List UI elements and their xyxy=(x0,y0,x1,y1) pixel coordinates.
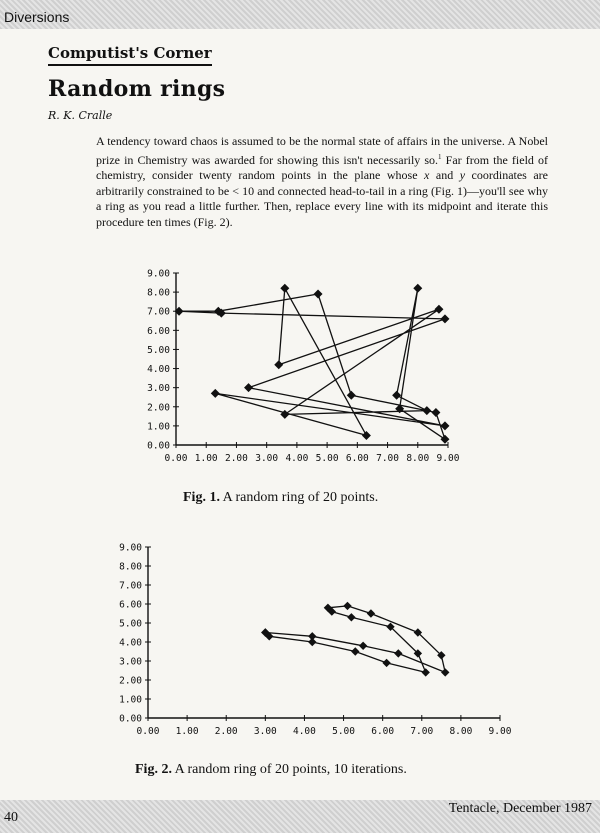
data-point xyxy=(347,391,356,400)
figure-2-caption xyxy=(135,762,407,778)
data-point xyxy=(274,360,283,369)
figure-2-chart xyxy=(0,536,600,746)
article-paragraph xyxy=(96,134,548,231)
y-tick-label: 2.00 xyxy=(147,402,170,414)
page-number: 40 xyxy=(4,810,18,825)
data-point xyxy=(280,284,289,293)
data-point xyxy=(413,284,422,293)
x-tick-label: 8.00 xyxy=(406,453,430,464)
x-tick-label: 1.00 xyxy=(194,453,218,464)
x-tick-label: 2.00 xyxy=(224,453,248,464)
article-title: Random rings xyxy=(48,76,226,102)
x-tick-label: 3.00 xyxy=(255,453,279,464)
data-point xyxy=(362,431,371,440)
column-title: Computist's Corner xyxy=(48,44,212,66)
x-tick-label: 4.00 xyxy=(285,453,309,464)
article-author: R. K. Cralle xyxy=(48,109,113,122)
x-tick-label: 8.00 xyxy=(449,726,473,737)
section-label: Diversions xyxy=(4,9,70,25)
data-point xyxy=(434,305,443,314)
x-tick-label: 9.00 xyxy=(488,726,512,737)
data-point xyxy=(343,602,351,610)
paragraph-text: and xyxy=(429,168,460,183)
y-tick-label: 5.00 xyxy=(119,618,142,630)
x-tick-label: 2.00 xyxy=(214,726,238,737)
figure-1-label: Fig. 1. xyxy=(183,490,220,505)
figure-2-text: A random ring of 20 points, 10 iterations. xyxy=(171,762,407,777)
figure-1-caption xyxy=(183,490,378,506)
y-tick-label: 7.00 xyxy=(147,306,170,318)
x-tick-label: 4.00 xyxy=(292,726,316,737)
y-tick-label: 4.00 xyxy=(147,364,170,376)
data-point xyxy=(382,659,390,667)
x-tick-label: 0.00 xyxy=(136,726,160,737)
footnote-marker[interactable]: 1 xyxy=(438,152,442,161)
paragraph-text: coordinates are arbitrarily constrained to be < 10 and connected head-to-tail in a ring (Fig. 1)—you'll see why a ring as you read a little further. Then, replace every line with its midpoint and iterate this procedure ten times (Fig. 2). xyxy=(96,168,548,229)
y-tick-label: 6.00 xyxy=(147,325,170,337)
paragraph-text: Far from the field of chemistry, consider twenty random points in the plane whose xyxy=(96,152,548,183)
x-tick-label: 1.00 xyxy=(175,726,199,737)
y-tick-label: 5.00 xyxy=(147,344,170,356)
x-tick-label: 0.00 xyxy=(164,453,188,464)
publication-info: Tentacle, December 1987 xyxy=(448,801,592,816)
figure-1-text: A random ring of 20 points. xyxy=(219,490,379,505)
data-point xyxy=(421,668,429,676)
data-point xyxy=(244,383,253,392)
y-tick-label: 1.00 xyxy=(147,421,170,433)
y-tick-label: 3.00 xyxy=(119,656,142,668)
y-tick-label: 9.00 xyxy=(119,542,142,554)
y-tick-label: 8.00 xyxy=(147,287,170,299)
data-point xyxy=(347,613,355,621)
y-tick-label: 3.00 xyxy=(147,383,170,395)
data-point xyxy=(441,668,449,676)
x-tick-label: 7.00 xyxy=(376,453,400,464)
data-point xyxy=(392,391,401,400)
y-tick-label: 0.00 xyxy=(147,440,170,452)
data-point xyxy=(440,314,449,323)
y-tick-label: 7.00 xyxy=(119,580,142,592)
x-tick-label: 6.00 xyxy=(345,453,369,464)
y-tick-label: 0.00 xyxy=(119,713,142,725)
x-tick-label: 3.00 xyxy=(253,726,277,737)
y-tick-label: 1.00 xyxy=(119,694,142,706)
y-tick-label: 8.00 xyxy=(119,561,142,573)
data-point xyxy=(422,406,431,415)
data-point xyxy=(211,389,220,398)
series-line xyxy=(265,606,445,673)
y-tick-label: 2.00 xyxy=(119,675,142,687)
y-tick-label: 6.00 xyxy=(119,599,142,611)
figure-2-label: Fig. 2. xyxy=(135,762,172,777)
x-tick-label: 9.00 xyxy=(436,453,460,464)
x-tick-label: 6.00 xyxy=(371,726,395,737)
data-point xyxy=(367,609,375,617)
paragraph-text: A tendency toward chaos is assumed to be the normal state of affairs in the universe. A Nobel prize in Chemistry was awarded for showing this isn't necessarily so. xyxy=(96,134,548,167)
x-tick-label: 7.00 xyxy=(410,726,434,737)
y-tick-label: 9.00 xyxy=(147,268,170,280)
header-bar xyxy=(0,0,600,29)
data-point xyxy=(351,647,359,655)
data-point xyxy=(308,638,316,646)
figure-1-chart xyxy=(0,262,600,477)
data-point xyxy=(431,408,440,417)
y-tick-label: 4.00 xyxy=(119,637,142,649)
x-tick-label: 5.00 xyxy=(315,453,339,464)
variable-x: x xyxy=(424,168,430,183)
data-point xyxy=(314,290,323,299)
variable-y: y xyxy=(459,168,466,183)
x-tick-label: 5.00 xyxy=(332,726,356,737)
data-point xyxy=(359,642,367,650)
data-point xyxy=(394,649,402,657)
